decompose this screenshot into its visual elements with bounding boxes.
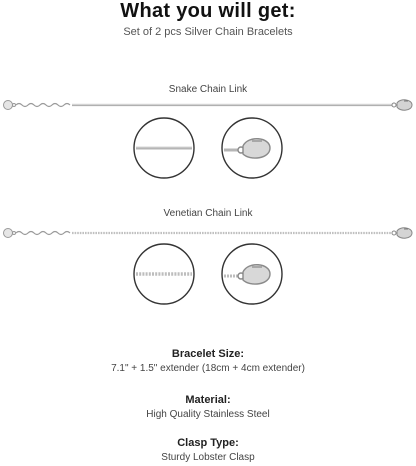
venetian-chain-detail-circles [0, 239, 416, 309]
page-subtitle: Set of 2 pcs Silver Chain Bracelets [123, 26, 293, 38]
spec-title: Bracelet Size: [171, 348, 245, 360]
spec-clasp-type [0, 437, 416, 463]
extender-chain [16, 104, 70, 107]
page-title: What you will get: [120, 0, 296, 22]
spec-value: 7.1" + 1.5" extender (18cm + 4cm extender) [111, 363, 305, 374]
charm-disc-icon [4, 101, 13, 110]
snake-chain-bracelet-image [0, 95, 416, 115]
spec-material [0, 394, 416, 420]
venetian-chain-label: Venetian Chain Link [163, 208, 253, 219]
charm-disc-icon [4, 229, 13, 238]
snake-chain-detail-circles [0, 113, 416, 183]
spec-value: Sturdy Lobster Clasp [161, 452, 255, 463]
spec-title: Clasp Type: [177, 437, 239, 449]
spec-title: Material: [185, 394, 231, 406]
extender-chain [16, 232, 70, 235]
spec-bracelet-size [0, 348, 416, 374]
spec-value: High Quality Stainless Steel [146, 409, 270, 420]
snake-chain-label: Snake Chain Link [168, 84, 248, 95]
